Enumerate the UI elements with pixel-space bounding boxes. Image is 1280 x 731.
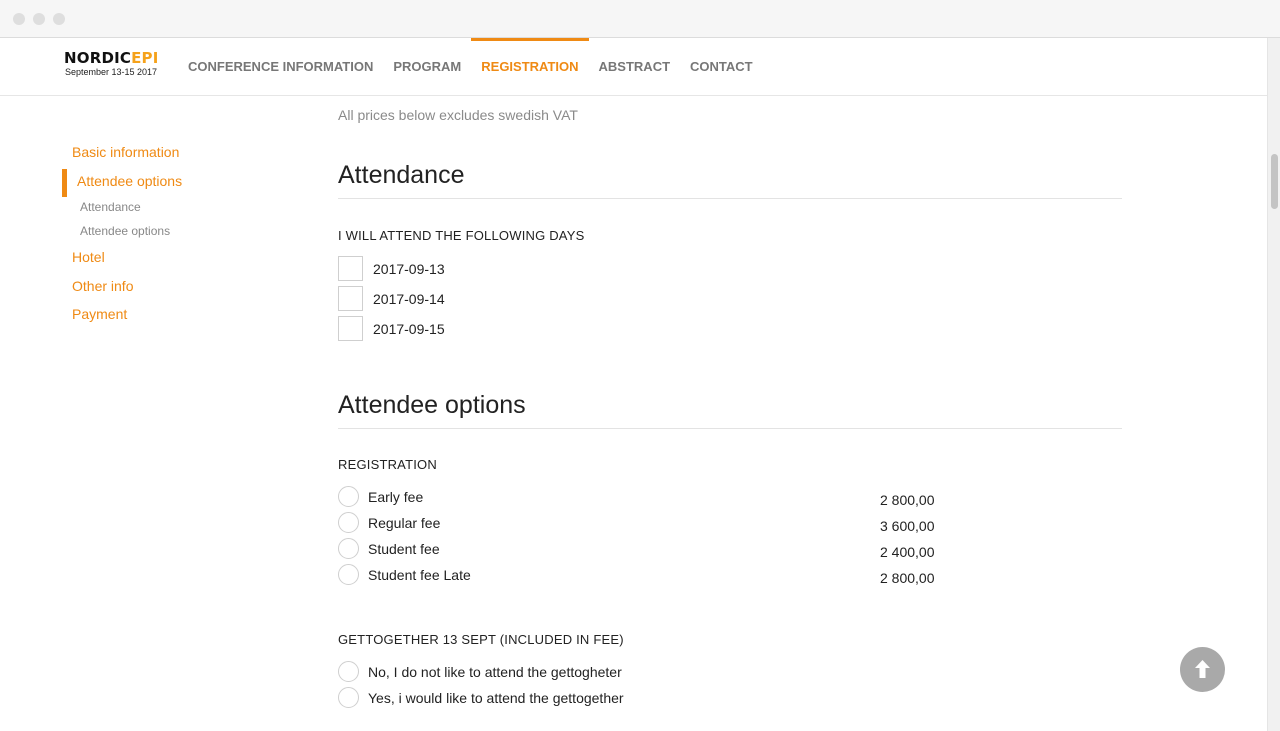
main-nav xyxy=(178,38,763,96)
nav-registration[interactable]: REGISTRATION xyxy=(471,38,588,96)
nav-abstract[interactable]: ABSTRACT xyxy=(598,59,671,74)
site-header xyxy=(0,38,1267,96)
gettogether-radio[interactable] xyxy=(338,687,359,708)
fee-price: 2 800,00 xyxy=(880,492,935,508)
scrollbar-thumb[interactable] xyxy=(1271,154,1278,209)
page-scrollbar[interactable] xyxy=(1267,38,1280,731)
nav-program[interactable]: PROGRAM xyxy=(393,59,462,74)
gettogether-label: GETTOGETHER 13 SEPT (INCLUDED IN FEE) xyxy=(338,632,624,647)
vat-note: All prices below excludes swedish VAT xyxy=(338,107,578,123)
day-label: 2017-09-14 xyxy=(373,290,445,307)
gettogether-option[interactable] xyxy=(338,661,622,682)
browser-chrome xyxy=(0,0,1280,38)
scroll-to-top-button[interactable] xyxy=(1180,647,1225,692)
day-checkbox[interactable] xyxy=(338,316,363,341)
sidebar-item-basic-information[interactable]: Basic information xyxy=(72,144,180,160)
fee-option[interactable] xyxy=(338,564,471,585)
day-option[interactable] xyxy=(338,256,445,281)
fee-price: 2 400,00 xyxy=(880,544,935,560)
fee-label: Student fee xyxy=(368,540,440,557)
logo-dates: September 13-15 2017 xyxy=(65,67,158,77)
sidebar-subitem-attendance[interactable]: Attendance xyxy=(80,200,141,214)
sidebar-item-payment[interactable]: Payment xyxy=(72,306,128,322)
fee-price: 3 600,00 xyxy=(880,518,935,534)
attend-days-label: I WILL ATTEND THE FOLLOWING DAYS xyxy=(338,228,585,243)
day-option[interactable] xyxy=(338,316,445,341)
registration-sidebar xyxy=(62,140,292,331)
day-option[interactable] xyxy=(338,286,445,311)
window-close-dot[interactable] xyxy=(13,13,25,25)
logo-name-main: NORDIC xyxy=(64,49,132,67)
day-label: 2017-09-13 xyxy=(373,260,445,277)
fee-radio[interactable] xyxy=(338,486,359,507)
sidebar-item-hotel[interactable]: Hotel xyxy=(72,249,105,265)
nav-conference-information[interactable]: CONFERENCE INFORMATION xyxy=(188,59,374,74)
registration-label: REGISTRATION xyxy=(338,457,437,472)
fee-label: Early fee xyxy=(368,488,424,505)
fee-option[interactable] xyxy=(338,512,440,533)
fee-label: Regular fee xyxy=(368,514,441,531)
gettogether-option-label: No, I do not like to attend the gettogheter xyxy=(368,663,622,680)
sidebar-item-attendee-options[interactable]: Attendee options xyxy=(62,169,292,198)
window-minimize-dot[interactable] xyxy=(33,13,45,25)
site-logo[interactable] xyxy=(64,50,159,78)
logo-name-accent: EPI xyxy=(131,49,159,67)
fee-price: 2 800,00 xyxy=(880,570,935,586)
fee-radio[interactable] xyxy=(338,512,359,533)
arrow-up-icon xyxy=(1194,659,1211,679)
fee-option[interactable] xyxy=(338,538,440,559)
gettogether-radio[interactable] xyxy=(338,661,359,682)
fee-option[interactable] xyxy=(338,486,423,507)
fee-radio[interactable] xyxy=(338,564,359,585)
gettogether-option[interactable] xyxy=(338,687,624,708)
window-maximize-dot[interactable] xyxy=(53,13,65,25)
attendee-options-heading: Attendee options xyxy=(338,390,1122,429)
fee-label: Student fee Late xyxy=(368,566,471,583)
day-label: 2017-09-15 xyxy=(373,320,445,337)
sidebar-item-other-info[interactable]: Other info xyxy=(72,277,134,294)
day-checkbox[interactable] xyxy=(338,286,363,311)
attendance-heading: Attendance xyxy=(338,160,1122,199)
fee-radio[interactable] xyxy=(338,538,359,559)
day-checkbox[interactable] xyxy=(338,256,363,281)
gettogether-option-label: Yes, i would like to attend the gettogether xyxy=(368,689,624,706)
sidebar-subitem-attendee-options[interactable]: Attendee options xyxy=(80,224,171,238)
nav-contact[interactable]: CONTACT xyxy=(690,59,753,74)
